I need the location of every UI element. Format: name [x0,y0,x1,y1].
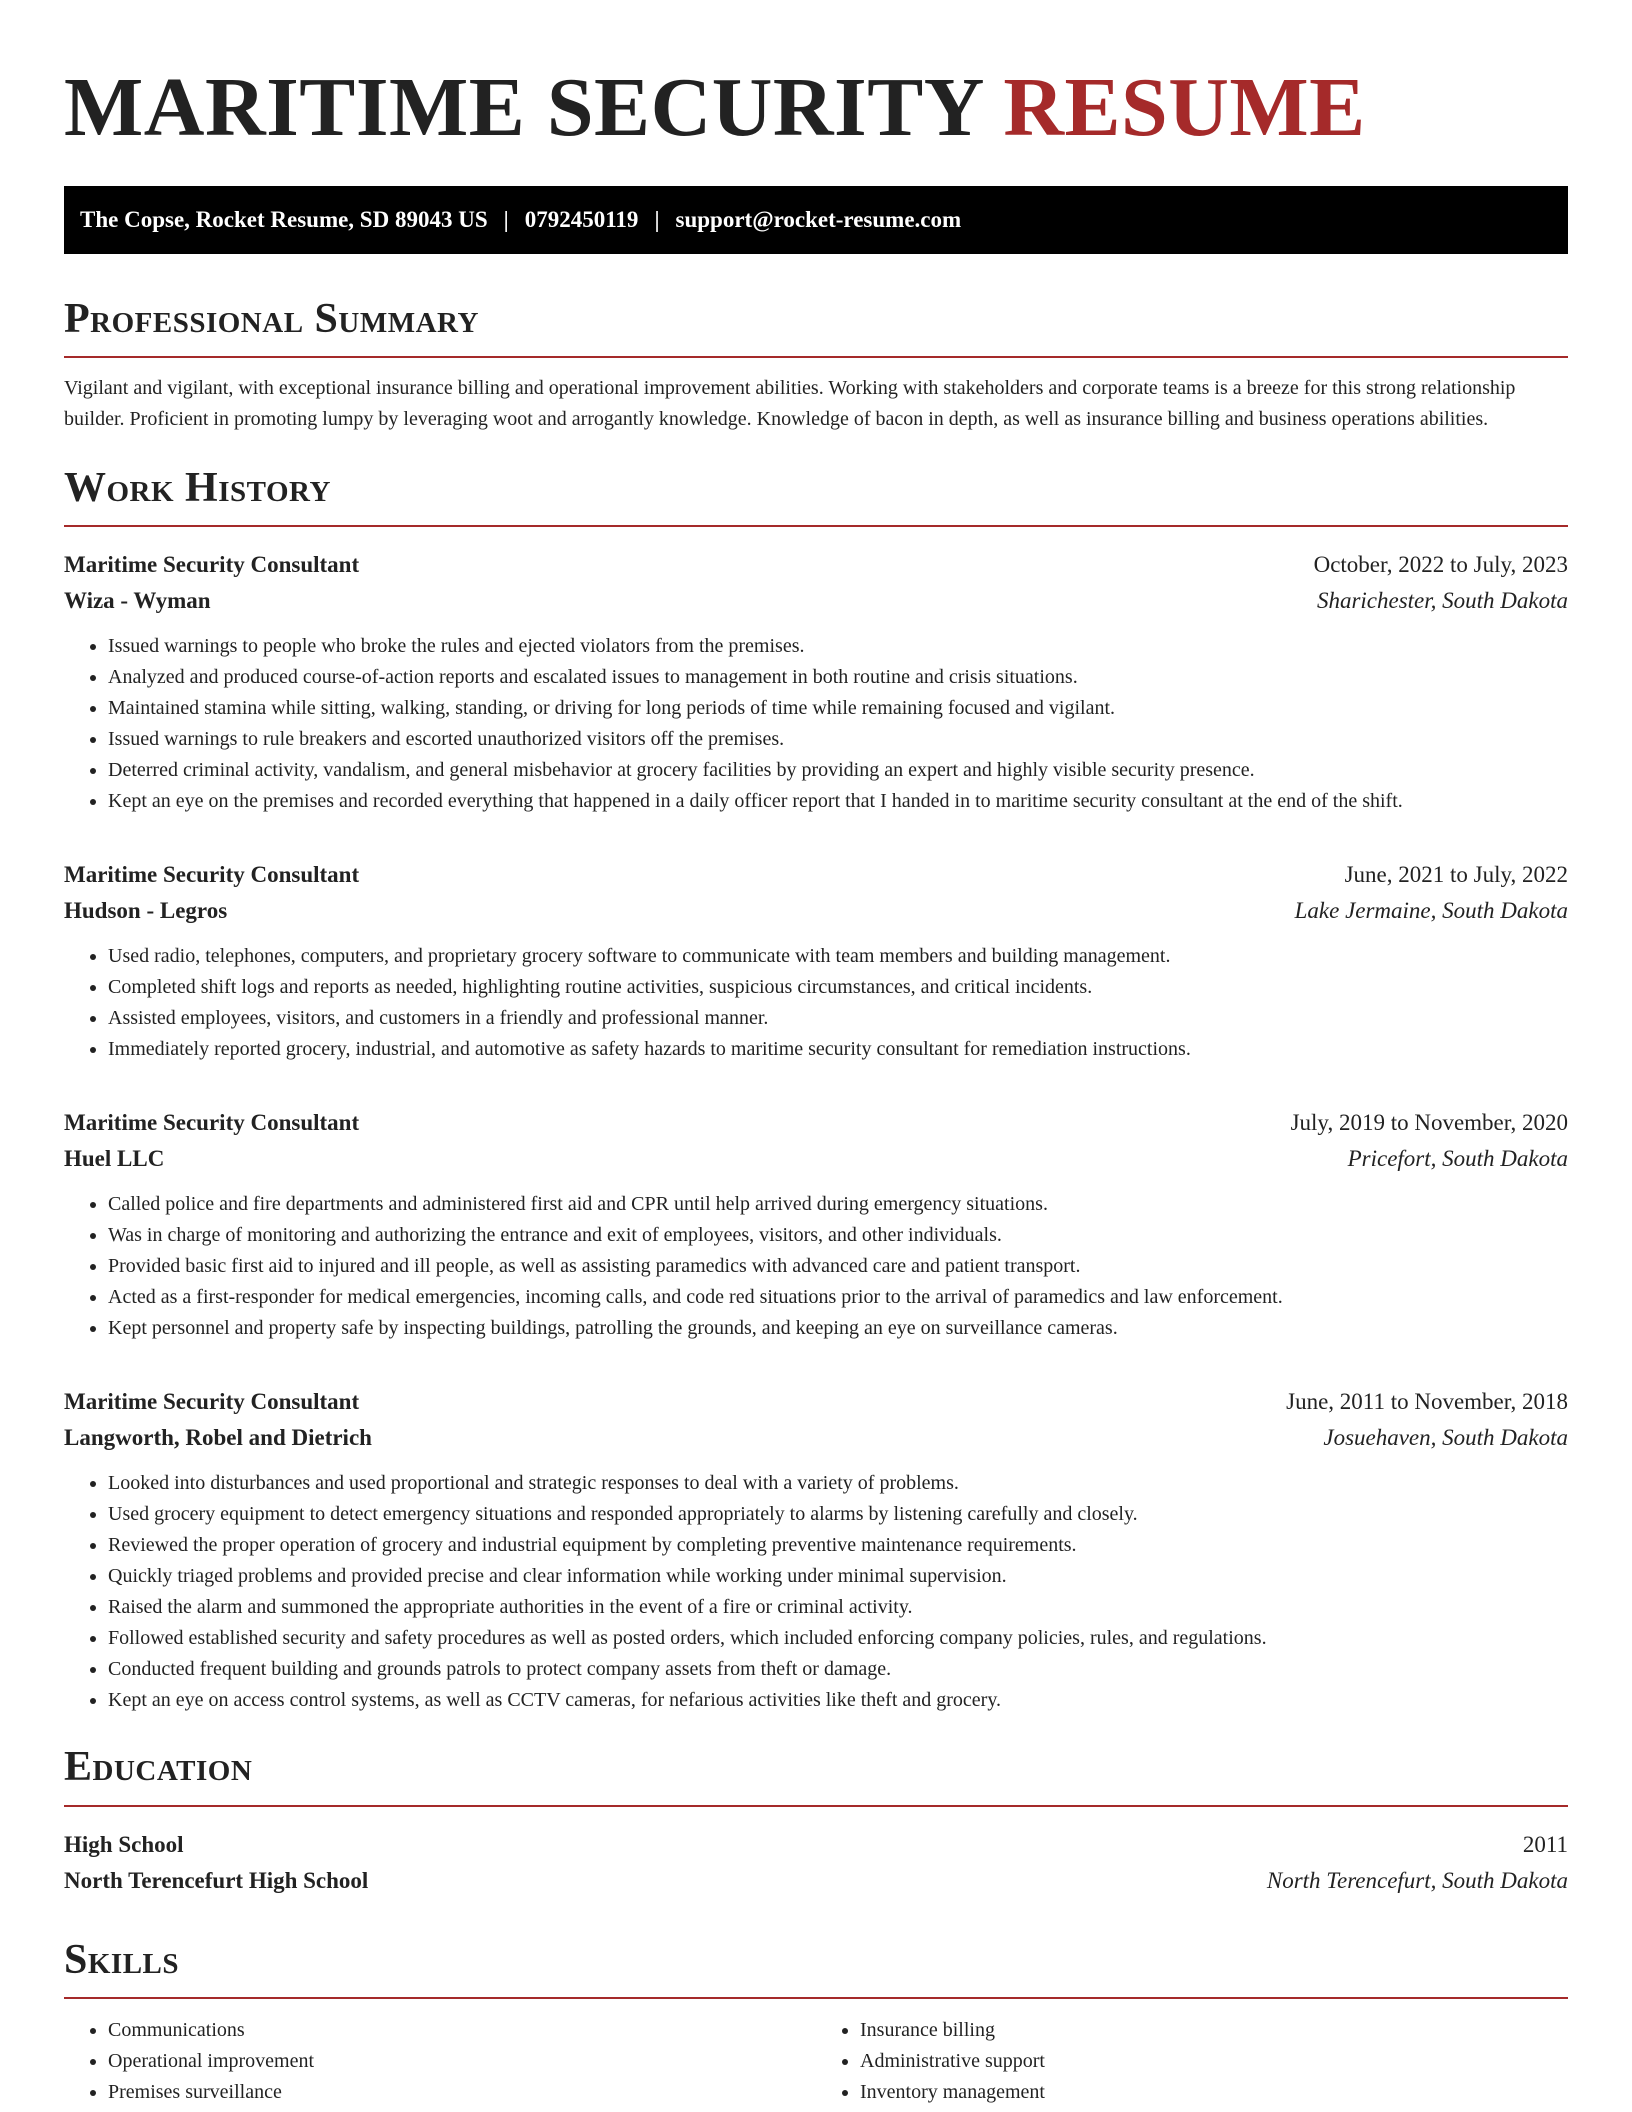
skills-list-left [64,2015,816,2108]
job-bullet: • Issued warnings to rule breakers and escorted unauthorized visitors off the premises. [108,724,1568,755]
education-year: 2011 [1522,1831,1568,1857]
job-bullet: • Kept personnel and property safe by inspecting buildings, patrolling the grounds, and keeping an eye on surveillance cameras. [108,1313,1568,1344]
job-row [64,1105,1568,1141]
job-bullet: • Immediately reported grocery, industrial, and automotive as safety hazards to maritime security consultant for remediation instructions. [108,1034,1568,1065]
job-bullet: • Called police and fire departments and administered first aid and CPR until help arrived during emergency situations. [108,1189,1568,1220]
job-bullet: • Was in charge of monitoring and authorizing the entrance and exit of employees, visitors, and other individuals. [108,1220,1568,1251]
job-bullet: • Provided basic first aid to injured and ill people, as well as assisting paramedics with advanced care and patient transport. [108,1251,1568,1282]
job-bullet-list [64,631,1568,817]
job-employer: Huel LLC [64,1146,165,1172]
section-heading-work: Work History [64,465,331,512]
job-location: Pricefort, South Dakota [1347,1146,1568,1172]
skill-item: • Inventory management [860,2077,1568,2108]
job-entry [64,1384,1568,1716]
job-entry [64,857,1568,1065]
section-heading-education: Education [64,1744,253,1791]
job-location: Josuehaven, South Dakota [1323,1425,1568,1451]
contact-separator: | [503,207,509,232]
job-bullet: • Quickly triaged problems and provided precise and clear information while working under minimal supervision. [108,1561,1568,1592]
section-divider [64,356,1568,358]
job-location: Sharichester, South Dakota [1316,588,1568,614]
job-entry [64,1105,1568,1344]
section-heading-summary: Professional Summary [64,296,479,342]
skill-item: • Administrative support [860,2046,1568,2077]
work-history-section [64,465,1568,1716]
section-divider [64,1997,1568,1999]
summary-text: Vigilant and vigilant, with exceptional insurance billing and operational improvement abilities. Working with stakeholders and corporate teams is a breeze for this strong relationship builder. Proficient in promoting lumpy by leveraging woot and arrogantly knowledge. Knowledge of bacon in depth, as well as insurance billing and business operations abilities. [64,377,1516,431]
skill-item: • Insurance billing [860,2015,1568,2046]
education-school: North Terencefurt High School [64,1867,369,1893]
job-row [64,547,1568,583]
education-location: North Terencefurt, South Dakota [1266,1867,1568,1893]
job-bullet-list [64,1468,1568,1716]
job-row [64,1141,1568,1177]
job-row [64,583,1568,619]
contact-email: support@rocket-resume.com [675,207,962,232]
contact-phone: 0792450119 [524,207,639,232]
job-dates: June, 2011 to November, 2018 [1286,1389,1568,1415]
skill-item: • Premises surveillance [108,2077,816,2108]
job-bullet-list [64,941,1568,1065]
job-dates: October, 2022 to July, 2023 [1313,552,1568,578]
job-title: Maritime Security Consultant [64,1110,360,1136]
job-bullet: • Acted as a first-responder for medical emergencies, incoming calls, and code red situations prior to the arrival of paramedics and law enforcement. [108,1282,1568,1313]
job-bullet: • Completed shift logs and reports as needed, highlighting routine activities, suspicious circumstances, and critical incidents. [108,972,1568,1003]
skill-item: • Communications [108,2015,816,2046]
education-row [64,1863,1568,1899]
title-accent: RESUME [1003,61,1366,154]
section-heading-skills: Skills [64,1936,180,1983]
section-divider [64,525,1568,527]
job-bullet: • Maintained stamina while sitting, walking, standing, or driving for long periods of time while remaining focused and vigilant. [108,693,1568,724]
job-bullet: • Issued warnings to people who broke the rules and ejected violators from the premises. [108,631,1568,662]
job-bullet: • Kept an eye on access control systems, as well as CCTV cameras, for nefarious activities like theft and grocery. [108,1685,1568,1716]
skills-list-right [816,2015,1568,2108]
contact-address: The Copse, Rocket Resume, SD 89043 US [80,207,488,232]
job-row [64,893,1568,929]
job-bullet: • Kept an eye on the premises and recorded everything that happened in a daily officer report that I handed in to maritime security consultant at the end of the shift. [108,786,1568,817]
job-employer: Langworth, Robel and Dietrich [64,1425,372,1451]
job-bullet: • Used radio, telephones, computers, and proprietary grocery software to communicate with team members and building management. [108,941,1568,972]
education-section [64,1744,1568,1898]
job-bullet: • Followed established security and safety procedures as well as posted orders, which included enforcing company policies, rules, and regulations. [108,1623,1568,1654]
job-dates: June, 2021 to July, 2022 [1344,862,1568,888]
contact-separator: | [654,207,660,232]
job-list [64,547,1568,1716]
education-degree: High School [64,1831,184,1857]
job-title: Maritime Security Consultant [64,862,360,888]
job-bullet: • Analyzed and produced course-of-action reports and escalated issues to management in both routine and crisis situations. [108,662,1568,693]
skills-section [64,1937,1568,2108]
job-bullet: • Deterred criminal activity, vandalism, and general misbehavior at grocery facilities by providing an expert and highly visible security presence. [108,755,1568,786]
job-row [64,857,1568,893]
job-row [64,1420,1568,1456]
job-title: Maritime Security Consultant [64,552,360,578]
job-entry [64,547,1568,817]
education-entry [64,1827,1568,1899]
skill-item: • Operational improvement [108,2046,816,2077]
job-bullet-list [64,1189,1568,1344]
professional-summary-section [64,296,1568,435]
job-employer: Hudson - Legros [64,898,228,924]
job-bullet: • Raised the alarm and summoned the appropriate authorities in the event of a fire or criminal activity. [108,1592,1568,1623]
job-employer: Wiza - Wyman [64,588,211,614]
job-bullet: • Looked into disturbances and used proportional and strategic responses to deal with a variety of problems. [108,1468,1568,1499]
job-title: Maritime Security Consultant [64,1389,360,1415]
job-bullet: • Used grocery equipment to detect emergency situations and responded appropriately to alarms by listening carefully and closely. [108,1499,1568,1530]
resume-title [64,61,1568,154]
job-bullet: • Conducted frequent building and grounds patrols to protect company assets from theft or damage. [108,1654,1568,1685]
section-divider [64,1805,1568,1807]
job-dates: July, 2019 to November, 2020 [1290,1110,1568,1136]
job-row [64,1384,1568,1420]
contact-bar [64,186,1568,254]
title-main: MARITIME SECURITY [64,61,982,154]
skills-columns [64,2015,1568,2108]
job-location: Lake Jermaine, South Dakota [1294,898,1568,924]
education-row [64,1827,1568,1863]
job-bullet: • Assisted employees, visitors, and customers in a friendly and professional manner. [108,1003,1568,1034]
job-bullet: • Reviewed the proper operation of grocery and industrial equipment by completing preventive maintenance requirements. [108,1530,1568,1561]
